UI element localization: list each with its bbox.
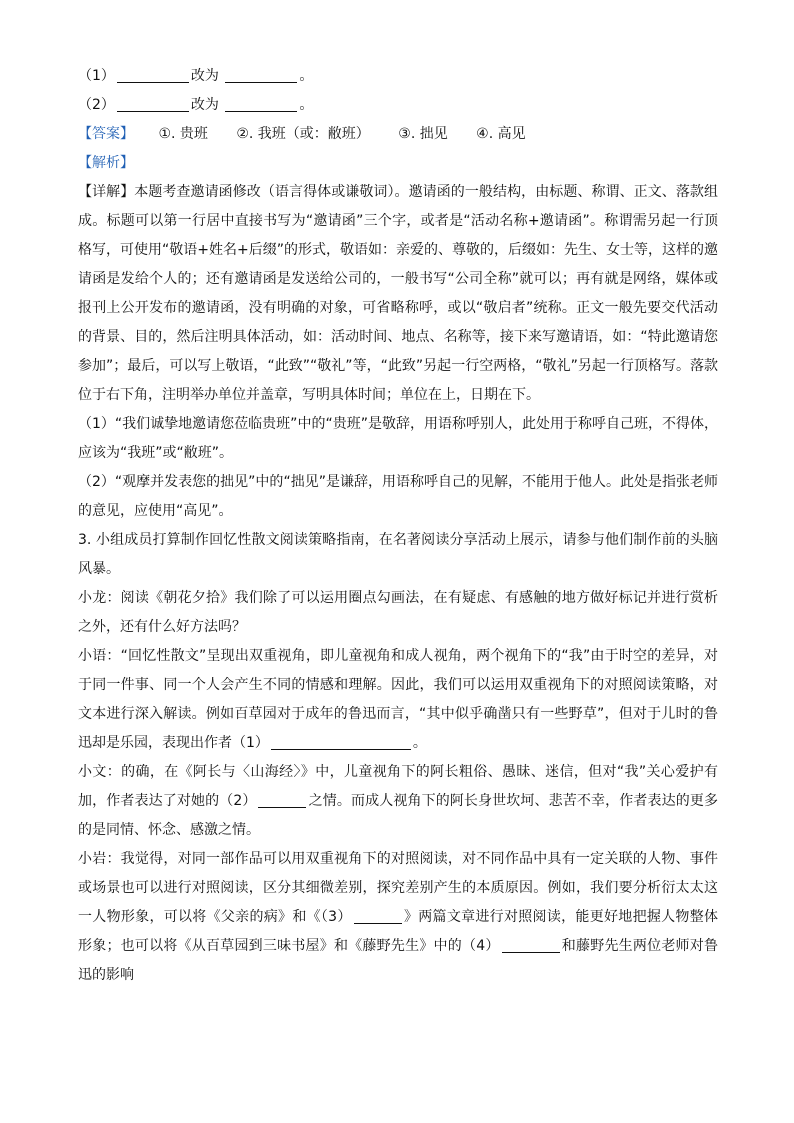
analysis-heading bbox=[78, 149, 718, 178]
xiaoyan-paragraph bbox=[78, 845, 718, 990]
detail-paragraph: 【详解】本题考查邀请函修改（语言得体或谦敬词）。邀请函的一般结构，由标题、称谓、正文、落款组成。标题可以第一行居中直接书写为“邀请函”三个字，或者是“活动名称+邀请函”。称谓需另起一行顶格写，可使用“敬语+姓名+后缀”的形式，敬语如：亲爱的、尊敬的，后缀如：先生、女士等，这样的邀请函是发给个人的；还有邀请函是发送给公司的，一般书写“公司全称”就可以；再有就是网络，媒体或报刊上公开发布的邀请函，没有明确的对象，可省略称呼，或以“敬启者”统称。正文一般先要交代活动的背景、目的，然后注明具体活动，如：活动时间、地点、名称等，接下来写邀请语，如：“特此邀请您参加”；最后，可以写上敬语，“此致”“敬礼”等，“此致”另起一行空两格，“敬礼”另起一行顶格写。落款位于右下角，注明举办单位并盖章，写明具体时间；单位在上，日期在下。 bbox=[78, 184, 718, 403]
xiaowen-text-a: 小文：的确，在《阿长与〈山海经〉》中，儿童视角下的阿长粗俗、愚昧、迷信，但对“我”关心爱护有加，作者表达了对她的（2） bbox=[78, 764, 718, 809]
answer-blank[interactable] bbox=[117, 65, 189, 83]
question-item-1 bbox=[78, 62, 718, 91]
xiaoyu-paragraph bbox=[78, 642, 718, 758]
answer-blank[interactable] bbox=[117, 94, 189, 112]
answer-blank[interactable] bbox=[271, 732, 411, 750]
answer-tag: 【答案】 bbox=[78, 126, 134, 142]
item-number: （2） bbox=[78, 97, 115, 113]
xiaoyan-text-c: 和藤野先生两位老师对鲁迅的影响 bbox=[78, 938, 719, 983]
document-page bbox=[78, 62, 718, 990]
answer-item: ②. 我班（或：敝班） bbox=[236, 126, 370, 142]
answer-blank[interactable] bbox=[502, 935, 560, 953]
answer-item: ④. 高见 bbox=[476, 126, 526, 142]
xiaoyan-text-a: 小岩：我觉得，对同一部作品可以用双重视角下的对照阅读，对不同作品中具有一定关联的人物、事件或场景也可以进行对照阅读，区分其细微差别，探究差别产生的本质原因。例如，我们要分析衍太太这一人物形象，可以将《父亲的病》和《（3） bbox=[78, 851, 718, 925]
answer-blank[interactable] bbox=[258, 790, 306, 808]
xiaowen-paragraph bbox=[78, 758, 718, 845]
question-item-2 bbox=[78, 91, 718, 120]
analysis-tag: 【解析】 bbox=[78, 155, 134, 171]
note-paragraph-2: （2）“观摩并发表您的拙见”中的“拙见”是谦辞，用语称呼自己的见解，不能用于他人。此处是指张老师的意见，应使用“高见”。 bbox=[78, 474, 718, 519]
xiaoyu-text: 小语：“回忆性散文”呈现出双重视角，即儿童视角和成人视角，两个视角下的“我”由于时空的差异，对于同一件事、同一个人会产生不同的情感和理解。因此，我们可以运用双重视角下的对照阅读策略，对文本进行深入解读。例如百草园对于成年的鲁迅而言，“其中似乎确凿只有一些野草”，但对于儿时的鲁迅却是乐园，表现出作者（1） bbox=[78, 648, 718, 751]
item-end: 。 bbox=[299, 68, 314, 84]
question-3-intro: 3. 小组成员打算制作回忆性散文阅读策略指南，在名著阅读分享活动上展示，请参与他们制作前的头脑风暴。 bbox=[78, 532, 718, 577]
answer-item: ①. 贵班 bbox=[158, 126, 208, 142]
answer-row bbox=[78, 120, 718, 149]
xiaolong-paragraph: 小龙：阅读《朝花夕拾》我们除了可以运用圈点勾画法，在有疑虑、有感触的地方做好标记并进行赏析之外，还有什么好方法吗？ bbox=[78, 590, 718, 635]
item-number: （1） bbox=[78, 68, 115, 84]
xiaoyan-text-b: 》两篇文章进行对照阅读，能更好地把握人物整体形象；也可以将《从百草园到三味书屋》和《藤野先生》中的（4） bbox=[78, 909, 719, 954]
answer-blank[interactable] bbox=[354, 906, 402, 924]
note-paragraph-1: （1）“我们诚挚地邀请您莅临贵班”中的“贵班”是敬辞，用语称呼别人，此处用于称呼自己班，不得体，应该为“我班”或“敝班”。 bbox=[78, 416, 718, 461]
item-end: 。 bbox=[299, 97, 314, 113]
item-connector: 改为 bbox=[190, 68, 219, 84]
answer-blank[interactable] bbox=[225, 65, 297, 83]
answer-item: ③. 拙见 bbox=[398, 126, 448, 142]
answer-blank[interactable] bbox=[225, 94, 297, 112]
item-connector: 改为 bbox=[190, 97, 219, 113]
xiaowen-text-b: 之情。而成人视角下的阿长身世坎坷、悲苦不幸，作者表达的更多的是同情、怀念、感激之情。 bbox=[78, 793, 718, 838]
xiaoyu-end: 。 bbox=[412, 735, 427, 751]
